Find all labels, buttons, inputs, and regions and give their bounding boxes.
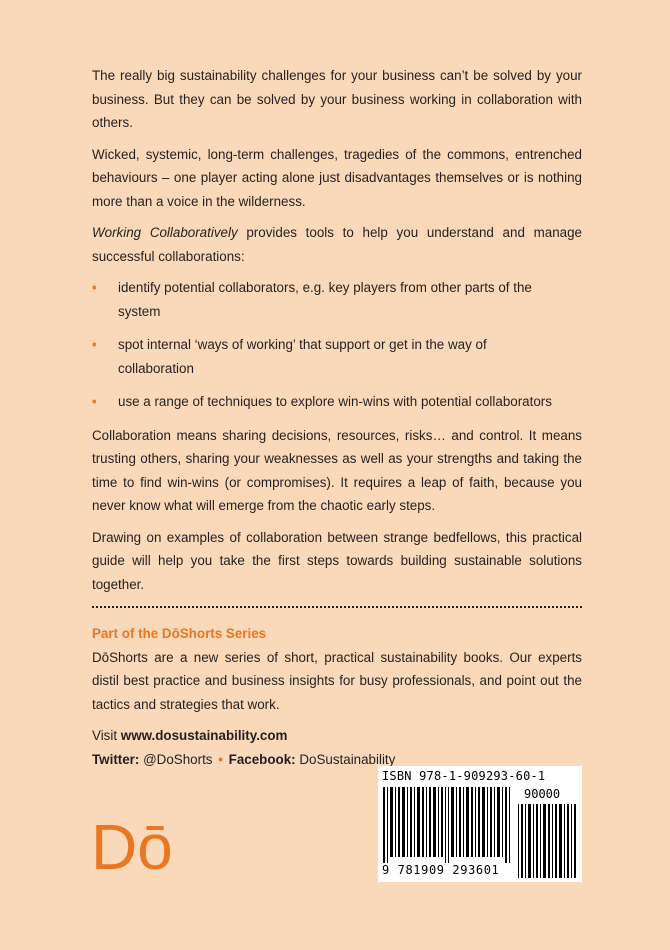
- series-description: DōShorts are a new series of short, practical sustainability books. Our experts distil best practice and business insights for busy professionals, and point out the tactics and strategies that work.: [92, 649, 582, 712]
- bullet-icon: •: [92, 394, 97, 409]
- social-line: Twitter: @DoShorts • Facebook: DoSustainability: [92, 751, 396, 767]
- isbn-barcode: [378, 766, 582, 882]
- addon-digits: 90000: [524, 787, 561, 801]
- dotted-divider: [92, 606, 582, 608]
- book-summary-text: provides tools to help you understand and manage successful collaborations:: [92, 225, 582, 264]
- book-title: Working Collaboratively: [92, 225, 238, 240]
- barcode-bars: [383, 787, 513, 863]
- tools-list: [92, 276, 582, 414]
- series-title: Part of the DōShorts Series: [92, 626, 267, 641]
- facebook-handle[interactable]: DoSustainability: [295, 751, 396, 767]
- list-item: • identify potential collaborators, e.g. key players from other parts of the system: [92, 276, 582, 323]
- bullet-icon: •: [92, 280, 97, 295]
- separator-bullet-icon: •: [218, 751, 223, 767]
- intro-paragraph: The really big sustainability challenges for your business can’t be solved by your business. But they can be solved by your business working in collaboration with others.: [92, 68, 582, 130]
- list-item: • use a range of techniques to explore win-wins with potential collaborators: [92, 390, 582, 414]
- back-cover-text: [92, 64, 582, 771]
- website-line: Visit www.dosustainability.com: [92, 728, 288, 743]
- book-summary-paragraph: [92, 221, 582, 268]
- bullet-icon: •: [92, 337, 97, 352]
- closing-paragraph: Drawing on examples of collaboration between strange bedfellows, this practical guide will help you take the first steps towards building sustainable solutions together.: [92, 529, 582, 592]
- isbn-label: ISBN 978-1-909293-60-1: [382, 769, 546, 783]
- addon-barcode-bars: [518, 804, 576, 878]
- do-logo: Dō: [91, 811, 173, 883]
- list-item: • spot internal ‘ways of working’ that support or get in the way of collaboration: [92, 333, 582, 380]
- challenges-paragraph: Wicked, systemic, long-term challenges, tragedies of the commons, entrenched behaviours – one player acting alone just disadvantages themselves or is nothing more than a voice in the wilderness.: [92, 146, 582, 209]
- website-link[interactable]: www.dosustainability.com: [120, 728, 288, 743]
- barcode-digits: 9 781909 293601: [382, 863, 500, 877]
- twitter-handle[interactable]: @DoShorts: [139, 751, 217, 767]
- collaboration-paragraph: Collaboration means sharing decisions, resources, risks… and control. It means trusting others, sharing your weaknesses as well as your strengths and taking the time to find win-wins (or compromises). It requires a leap of faith, because you never know what will emerge from the chaotic early steps.: [92, 427, 582, 513]
